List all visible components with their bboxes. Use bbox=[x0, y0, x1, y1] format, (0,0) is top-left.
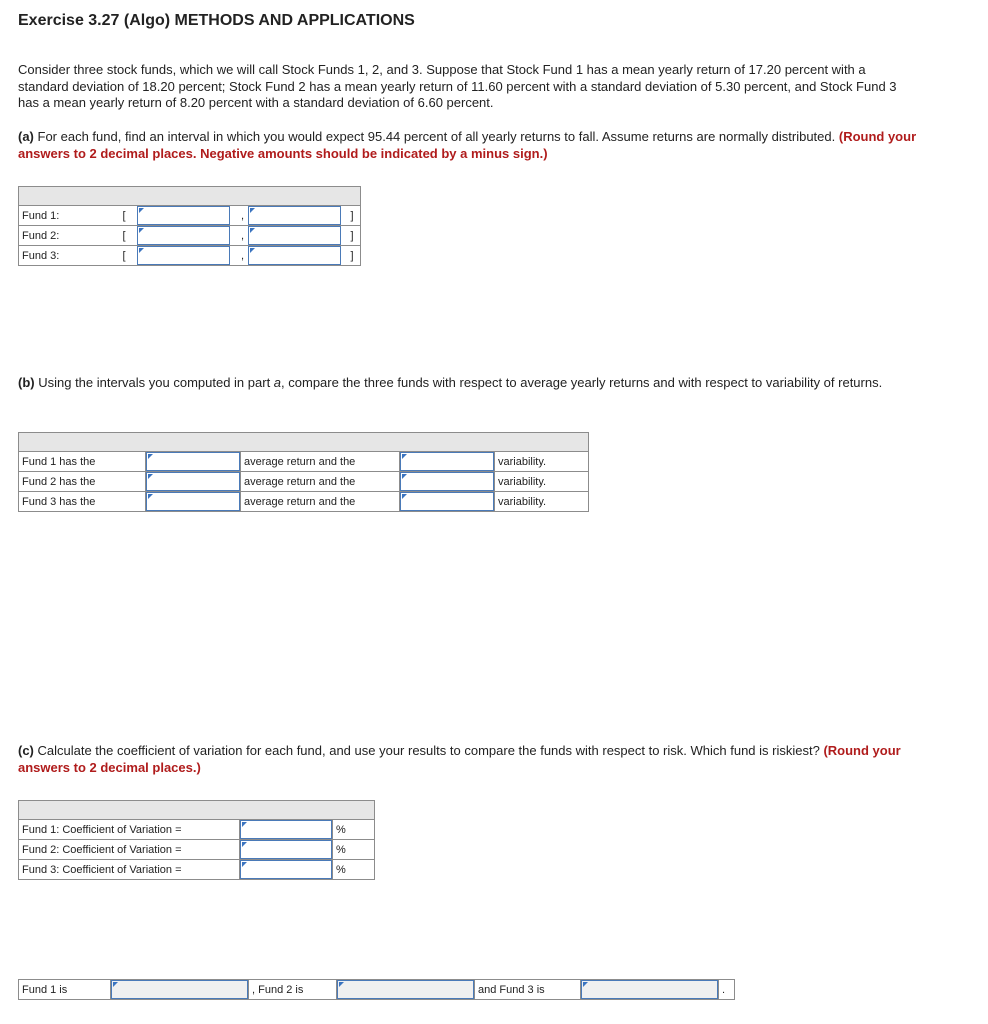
fund-2-risk-select[interactable] bbox=[337, 980, 474, 999]
open-bracket: [ bbox=[123, 226, 137, 246]
part-c-instruction: (Round your answers to 2 decimal places.) bbox=[18, 743, 901, 775]
fund-1-risk-select[interactable] bbox=[111, 980, 248, 999]
average-return-label: average return and the bbox=[241, 492, 400, 512]
part-a-prompt bbox=[18, 129, 918, 162]
variability-label: variability. bbox=[495, 492, 589, 512]
part-a-text: For each fund, find an interval in which you would expect 95.44 percent of all yearly returns to fall. Assume returns are normally distributed. bbox=[33, 129, 839, 144]
page-title: Exercise 3.27 (Algo) METHODS AND APPLICATIONS bbox=[18, 12, 415, 29]
fund-2-is-label: , Fund 2 is bbox=[249, 980, 337, 1000]
fund-1-is-label: Fund 1 is bbox=[19, 980, 111, 1000]
fund-3-lower-input[interactable] bbox=[137, 246, 230, 265]
table-row bbox=[19, 452, 589, 472]
variability-label: variability. bbox=[495, 452, 589, 472]
table-row bbox=[19, 246, 361, 266]
separator: , bbox=[238, 226, 248, 246]
fund-1-variability-select[interactable] bbox=[400, 452, 494, 471]
fund-1-upper-input[interactable] bbox=[248, 206, 341, 225]
table-row bbox=[19, 860, 375, 880]
close-bracket: ] bbox=[349, 226, 361, 246]
part-b-text-end: , compare the three funds with respect to average yearly returns and with respect to variability of returns. bbox=[281, 375, 883, 390]
fund-3-cv-input[interactable] bbox=[240, 860, 332, 879]
part-c-text: Calculate the coefficient of variation for each fund, and use your results to compare the funds with respect to risk. Which fund is riskiest? bbox=[33, 743, 824, 758]
part-b-prompt bbox=[18, 375, 918, 392]
fund-3-upper-input[interactable] bbox=[248, 246, 341, 265]
fund-1-return-select[interactable] bbox=[146, 452, 240, 471]
fund-1-cv-label: Fund 1: Coefficient of Variation = bbox=[19, 820, 240, 840]
fund-2-lower-input[interactable] bbox=[137, 226, 230, 245]
part-c-prompt bbox=[18, 743, 918, 776]
part-b-label: (b) bbox=[18, 375, 35, 390]
fund-3-label: Fund 3: bbox=[19, 246, 123, 266]
part-b-text: Using the intervals you computed in part bbox=[34, 375, 274, 390]
fund-3-risk-select[interactable] bbox=[581, 980, 718, 999]
part-a-instruction: (Round your answers to 2 decimal places. Negative amounts should be indicated by a minus sign.) bbox=[18, 129, 917, 161]
percent-sign: % bbox=[333, 820, 375, 840]
fund-3-is-label: and Fund 3 is bbox=[475, 980, 581, 1000]
fund-2-upper-input[interactable] bbox=[248, 226, 341, 245]
fund-1-has-label: Fund 1 has the bbox=[19, 452, 146, 472]
table-row bbox=[19, 206, 361, 226]
fund-1-cv-input[interactable] bbox=[240, 820, 332, 839]
fund-3-cv-label: Fund 3: Coefficient of Variation = bbox=[19, 860, 240, 880]
part-a-table bbox=[18, 186, 361, 266]
fund-1-label: Fund 1: bbox=[19, 206, 123, 226]
table-row bbox=[19, 492, 589, 512]
fund-1-lower-input[interactable] bbox=[137, 206, 230, 225]
fund-3-variability-select[interactable] bbox=[400, 492, 494, 511]
fund-2-cv-label: Fund 2: Coefficient of Variation = bbox=[19, 840, 240, 860]
variability-label: variability. bbox=[495, 472, 589, 492]
open-bracket: [ bbox=[123, 206, 137, 226]
fund-2-cv-input[interactable] bbox=[240, 840, 332, 859]
open-bracket: [ bbox=[123, 246, 137, 266]
table-row bbox=[19, 980, 735, 1000]
fund-2-return-select[interactable] bbox=[146, 472, 240, 491]
percent-sign: % bbox=[333, 840, 375, 860]
table-row bbox=[19, 840, 375, 860]
risk-ranking-row bbox=[18, 979, 735, 1000]
average-return-label: average return and the bbox=[241, 452, 400, 472]
table-row bbox=[19, 226, 361, 246]
part-b-table bbox=[18, 432, 589, 512]
fund-3-has-label: Fund 3 has the bbox=[19, 492, 146, 512]
table-header bbox=[19, 187, 361, 206]
part-a-label: (a) bbox=[18, 129, 34, 144]
average-return-label: average return and the bbox=[241, 472, 400, 492]
table-header bbox=[19, 433, 589, 452]
percent-sign: % bbox=[333, 860, 375, 880]
part-b-italic: a bbox=[273, 375, 282, 390]
sentence-period: . bbox=[719, 980, 735, 1000]
part-c-table bbox=[18, 800, 375, 880]
separator: , bbox=[238, 206, 248, 226]
problem-intro: Consider three stock funds, which we will call Stock Funds 1, 2, and 3. Suppose that Stock Fund 1 has a mean yearly return of 17.20 percent with a standard deviation of 18.20 percent; Stock Fund 2 has a mean yearly return of 11.60 percent with a standard deviation of 5.30 percent, and Stock Fund 3 has a mean yearly return of 8.20 percent with a standard deviation of 6.60 percent. bbox=[18, 62, 897, 110]
fund-2-has-label: Fund 2 has the bbox=[19, 472, 146, 492]
table-header bbox=[19, 801, 375, 820]
table-row bbox=[19, 820, 375, 840]
table-row bbox=[19, 472, 589, 492]
close-bracket: ] bbox=[349, 206, 361, 226]
fund-2-variability-select[interactable] bbox=[400, 472, 494, 491]
fund-2-label: Fund 2: bbox=[19, 226, 123, 246]
fund-3-return-select[interactable] bbox=[146, 492, 240, 511]
separator: , bbox=[238, 246, 248, 266]
close-bracket: ] bbox=[349, 246, 361, 266]
part-c-label: (c) bbox=[18, 743, 34, 758]
